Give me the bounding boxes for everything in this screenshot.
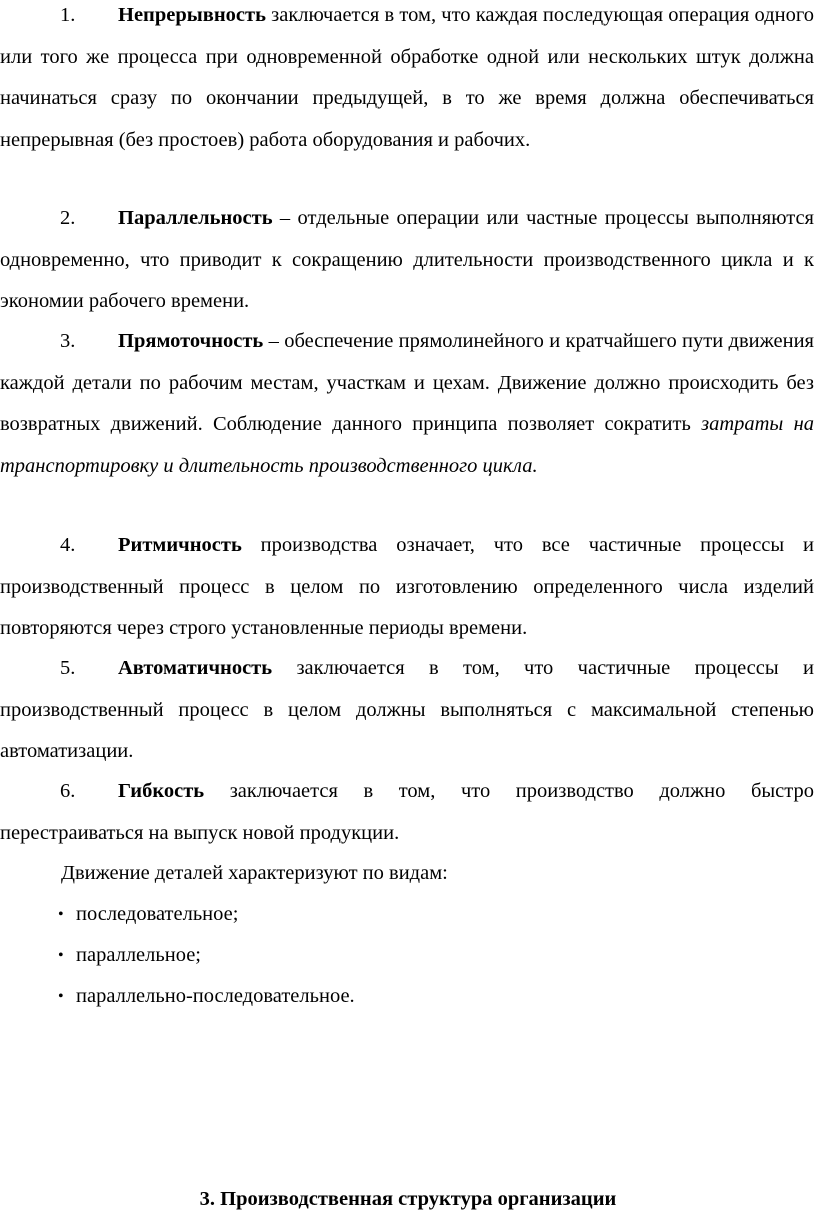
principle-term: Гибкость: [118, 780, 205, 802]
principle-item-1: [0, 0, 814, 161]
principle-italic-text: затраты на транспортировку и длительность производственного цикла.: [0, 413, 814, 477]
section-heading: 3. Производственная структура организации: [199, 1188, 617, 1210]
principle-item-3: [0, 321, 814, 487]
principle-term: Непрерывность: [118, 4, 266, 26]
principle-number: 2.: [60, 207, 76, 229]
principle-number: 4.: [60, 534, 76, 556]
principle-text: заключается в том, что каждая последующая операция одного или того же процесса при одновременной обработке одной или нескольких штук должна начинаться сразу по окончании предыдущей, в то же время должна обеспечиваться непрерывная (без простоев) работа оборудования и рабочих.: [0, 4, 814, 151]
principle-text: – отдельные операции или частные процессы выполняются одновременно, что приводит к сокращению длительности производственного цикла и к экономии рабочего времени.: [0, 207, 814, 312]
principle-number: 3.: [60, 330, 76, 352]
principle-item-5: [0, 648, 814, 773]
list-item-text: параллельно-последовательное.: [76, 985, 355, 1007]
principle-number: 6.: [60, 780, 76, 802]
principle-term: Параллельность: [118, 207, 273, 229]
principle-text: заключается в том, что производство должно быстро перестраиваться на выпуск новой продукции.: [0, 780, 814, 844]
principle-number: 1.: [60, 4, 76, 26]
principle-item-6: [0, 771, 814, 854]
bullet-icon: •: [58, 947, 64, 964]
bullet-icon: •: [58, 988, 64, 1005]
list-item: [58, 935, 201, 977]
list-item: [58, 894, 238, 936]
principle-term: Автоматичность: [118, 657, 273, 679]
list-item-text: параллельное;: [76, 944, 202, 966]
principle-item-2: [0, 198, 814, 323]
principle-term: Ритмичность: [118, 534, 242, 556]
principle-item-4: [0, 525, 814, 650]
principle-term: Прямоточность: [118, 330, 264, 352]
movement-intro: Движение деталей характеризуют по видам:: [61, 862, 448, 884]
list-item-text: последовательное;: [76, 903, 239, 925]
principle-text: – обеспечение прямолинейного и кратчайшего пути движения каждой детали по рабочим местам, участкам и цехам. Движение должно происходить без возвратных движений. Соблюдение данного принципа позволяет сократить: [0, 330, 814, 435]
bullet-icon: •: [58, 906, 64, 923]
principle-text: производства означает, что все частичные процессы и производственный процесс в целом по изготовлению определенного числа изделий повторяются через строго установленные периоды времени.: [0, 534, 814, 639]
principle-text: заключается в том, что частичные процессы и производственный процесс в целом должны выполняться с максимальной степенью автоматизации.: [0, 657, 814, 762]
principle-number: 5.: [60, 657, 76, 679]
list-item: [58, 976, 355, 1018]
